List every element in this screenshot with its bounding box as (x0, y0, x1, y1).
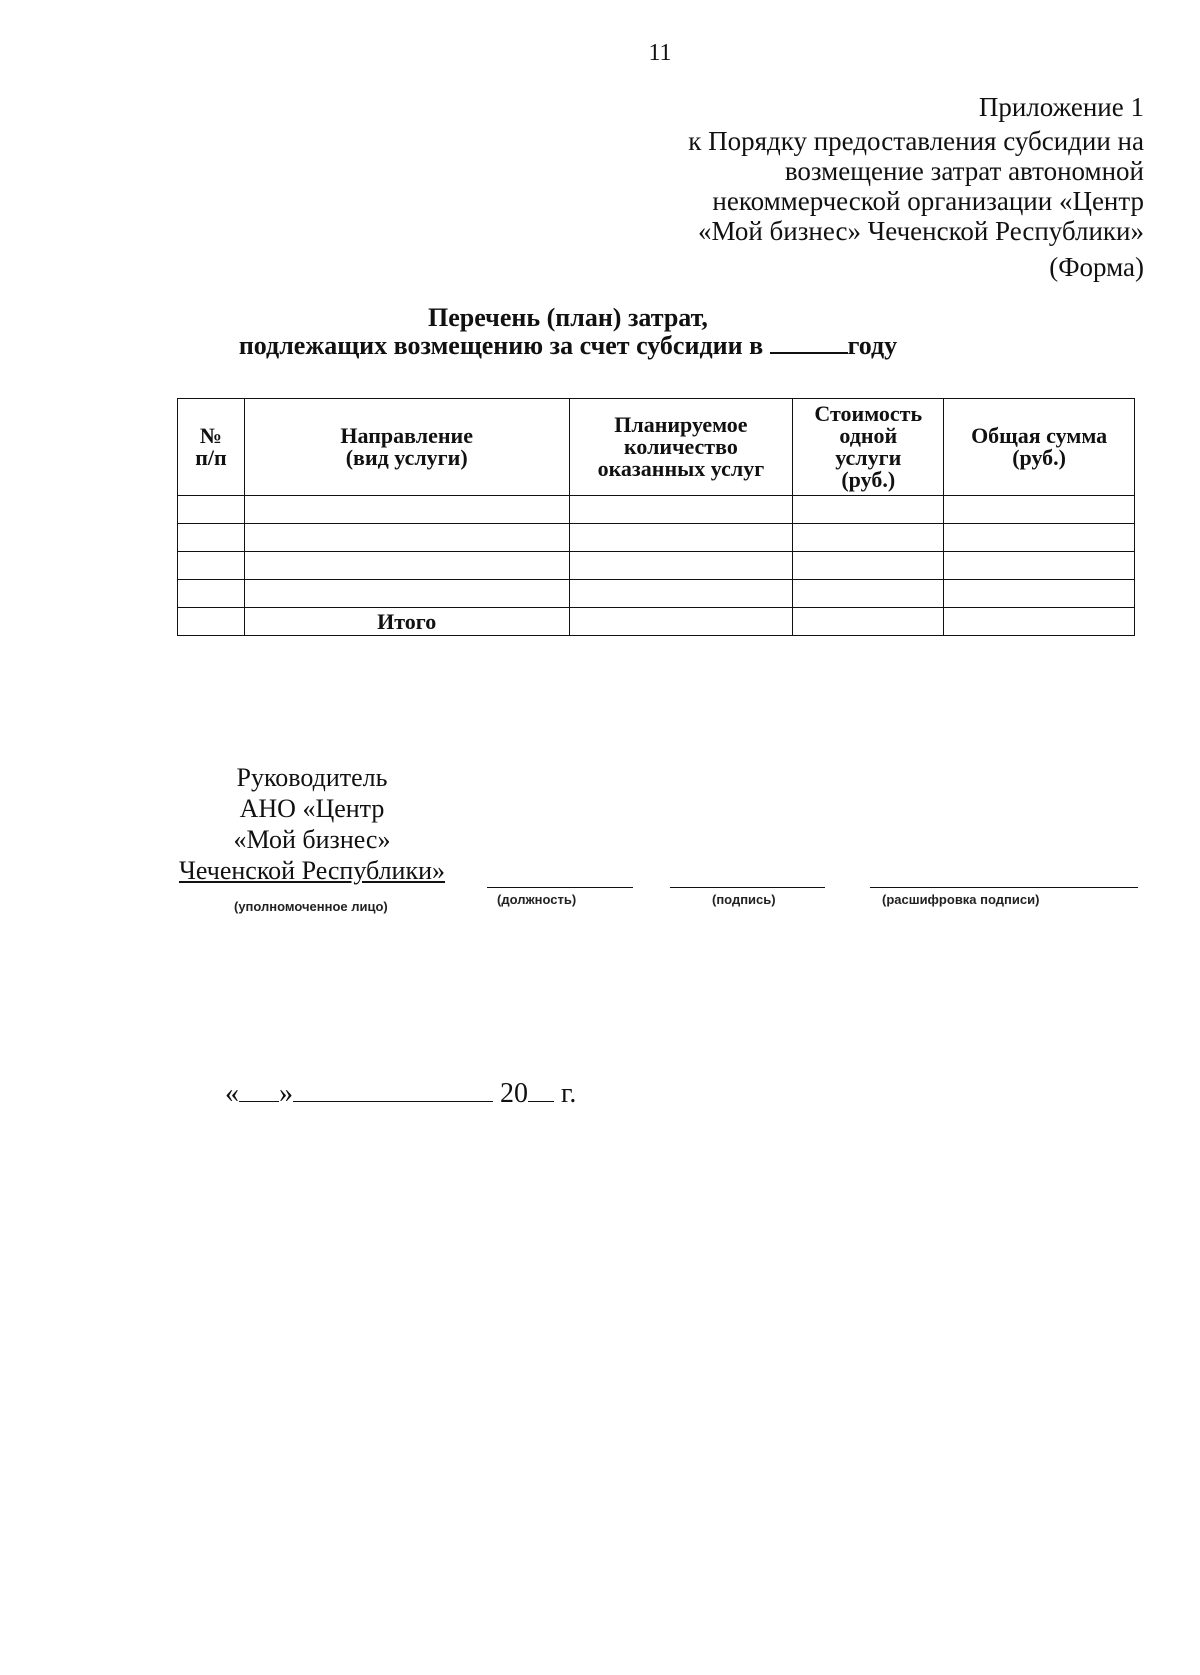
date-line (225, 1078, 576, 1110)
table-row (178, 552, 1135, 580)
header-text: п/п (195, 445, 227, 470)
table-cell[interactable] (569, 496, 793, 524)
costs-table (177, 398, 1135, 636)
appendix-line: возмещение затрат автономной (784, 156, 1144, 186)
appendix-line: некоммерческой организации «Центр (712, 186, 1144, 216)
table-cell[interactable] (944, 608, 1135, 636)
caption-authorized: (уполномоченное лицо) (234, 899, 388, 914)
form-label: (Форма) (1049, 252, 1144, 282)
signer-line: Руководитель (236, 763, 388, 792)
document-title-line2 (0, 332, 1136, 360)
header-text: оказанных услуг (597, 456, 765, 481)
year-blank-date[interactable] (528, 1079, 554, 1102)
signer-block (178, 762, 446, 886)
header-text: (руб.) (1012, 445, 1067, 470)
table-cell[interactable] (569, 608, 793, 636)
decoding-line[interactable] (870, 887, 1138, 888)
table-cell[interactable] (244, 496, 569, 524)
header-text: (вид услуги) (345, 445, 468, 470)
header-text: № (199, 423, 222, 448)
caption-signature: (подпись) (712, 892, 776, 907)
table-cell[interactable] (944, 552, 1135, 580)
table-cell[interactable] (793, 496, 944, 524)
table-cell[interactable] (569, 580, 793, 608)
document-title (0, 304, 1136, 360)
caption-position: (должность) (497, 892, 577, 907)
header-text: Общая сумма (971, 423, 1108, 448)
header-text: одной (839, 423, 898, 448)
document-title-prefix: подлежащих возмещению за счет субсидии в (238, 331, 764, 360)
total-label: Итого (244, 608, 569, 636)
table-row (178, 524, 1135, 552)
header-text: (руб.) (841, 467, 896, 492)
date-open-quote: « (225, 1078, 239, 1109)
table-cell[interactable] (793, 552, 944, 580)
header-text: Направление (340, 423, 473, 448)
table-header-row (178, 399, 1135, 496)
table-cell[interactable] (178, 580, 245, 608)
table-cell[interactable] (244, 552, 569, 580)
document-title-line1: Перечень (план) затрат, (428, 303, 708, 332)
table-total-row (178, 608, 1135, 636)
appendix-line: к Порядку предоставления субсидии на (688, 126, 1144, 156)
table-cell[interactable] (793, 580, 944, 608)
signer-line: Чеченской Республики» (178, 856, 446, 885)
header-text: количество (623, 434, 738, 459)
month-blank[interactable] (293, 1079, 493, 1102)
table-cell[interactable] (944, 496, 1135, 524)
table-cell[interactable] (178, 496, 245, 524)
appendix-block (688, 92, 1144, 282)
table-cell[interactable] (178, 524, 245, 552)
header-total-sum (944, 399, 1135, 496)
year-suffix: г. (561, 1078, 577, 1109)
caption-decoding: (расшифровка подписи) (882, 892, 1040, 907)
table-cell[interactable] (178, 552, 245, 580)
document-title-suffix: году (847, 331, 898, 360)
header-text: услуги (835, 445, 902, 470)
table-cell[interactable] (793, 524, 944, 552)
header-planned-quantity (569, 399, 793, 496)
table-cell[interactable] (244, 580, 569, 608)
header-direction (244, 399, 569, 496)
page-number: 11 (648, 40, 672, 66)
signer-line: АНО «Центр (239, 794, 385, 823)
table-row (178, 580, 1135, 608)
appendix-line: «Мой бизнес» Чеченской Республики» (698, 216, 1144, 246)
table-cell[interactable] (793, 608, 944, 636)
header-number (178, 399, 245, 496)
table-cell (178, 608, 245, 636)
signer-line: «Мой бизнес» (233, 825, 391, 854)
day-blank[interactable] (239, 1079, 279, 1102)
table-cell[interactable] (569, 552, 793, 580)
signature-line[interactable] (670, 887, 825, 888)
header-unit-cost (793, 399, 944, 496)
table-cell[interactable] (244, 524, 569, 552)
date-close-quote: » (279, 1078, 293, 1109)
header-text: Стоимость (814, 401, 923, 426)
header-text: Планируемое (614, 412, 748, 437)
table-cell[interactable] (944, 524, 1135, 552)
year-blank (770, 332, 848, 354)
table-cell[interactable] (569, 524, 793, 552)
year-prefix: 20 (500, 1078, 528, 1109)
table-cell[interactable] (944, 580, 1135, 608)
table-row (178, 496, 1135, 524)
appendix-title: Приложение 1 (978, 92, 1144, 122)
position-line[interactable] (487, 887, 633, 888)
